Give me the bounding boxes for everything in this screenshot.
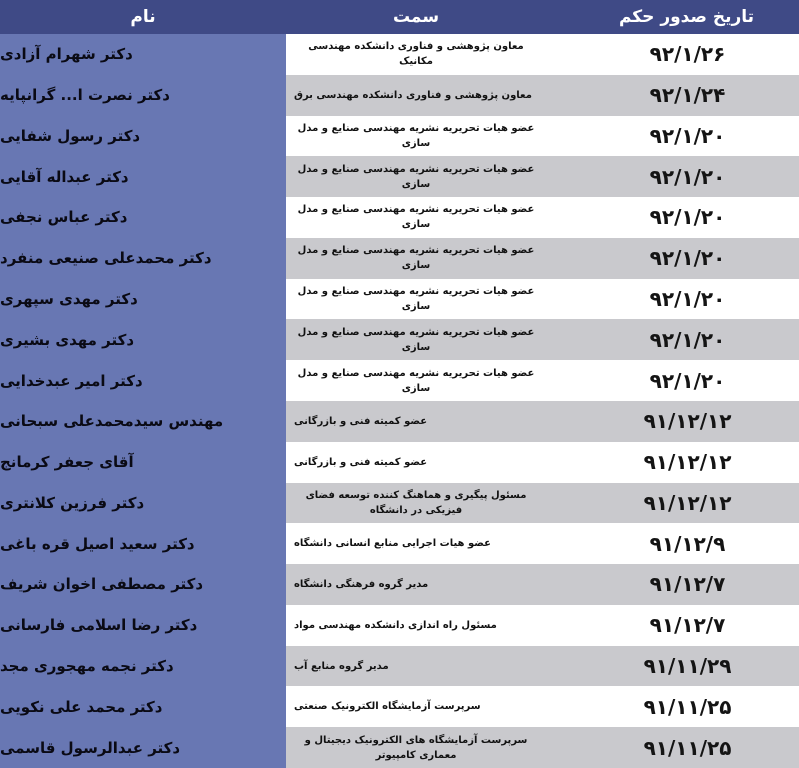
date-cell: ۹۱/۱۲/۷ [546, 564, 799, 605]
name-cell: دکتر محمدعلی صنیعی منفرد [0, 249, 212, 268]
position-cell: عضو هیات تحریریه نشریه مهندسی صنایع و مدل سازی [286, 360, 546, 401]
position-cell: مدیر گروه منابع آب [286, 646, 546, 687]
name-cell: دکتر نصرت ا... گرانپایه [0, 86, 170, 105]
date-cell: ۹۲/۱/۲۰ [546, 197, 799, 238]
position-cell: سرپرست آزمایشگاه های الکترونیک دیجیتال و معماری کامپیوتر [286, 727, 546, 768]
date-cell: ۹۱/۱۱/۲۵ [546, 727, 799, 768]
name-cell: دکتر مصطفی اخوان شریف [0, 575, 204, 594]
date-cell: ۹۱/۱۱/۲۵ [546, 686, 799, 727]
name-cell: دکتر شهرام آزادی [0, 45, 133, 64]
name-cell: دکتر فرزین کلانتری [0, 493, 145, 512]
date-cell: ۹۲/۱/۲۰ [546, 156, 799, 197]
name-cell: مهندس سیدمحمدعلی سبحانی [0, 412, 224, 431]
date-cell: ۹۱/۱۲/۱۲ [546, 442, 799, 483]
name-cell: دکتر نجمه مهجوری مجد [0, 657, 174, 676]
name-cell: دکتر مهدی بشیری [0, 330, 135, 349]
date-cell: ۹۲/۱/۲۰ [546, 238, 799, 279]
name-cell: دکتر امیر عبدخدایی [0, 371, 143, 390]
date-cell: ۹۱/۱۲/۹ [546, 523, 799, 564]
position-cell: عضو هیات تحریریه نشریه مهندسی صنایع و مدل سازی [286, 319, 546, 360]
date-cell: ۹۲/۱/۲۶ [546, 34, 799, 75]
name-cell: دکتر عبداله آقایی [0, 167, 129, 186]
position-cell: عضو هیات تحریریه نشریه مهندسی صنایع و مدل سازی [286, 156, 546, 197]
position-cell: عضو هیات تحریریه نشریه مهندسی صنایع و مدل سازی [286, 238, 546, 279]
name-cell: دکتر عبدالرسول قاسمی [0, 738, 181, 757]
position-cell: مدیر گروه فرهنگی دانشگاه [286, 564, 546, 605]
position-cell: عضو کمیته فنی و بازرگانی [286, 442, 546, 483]
name-cell: دکتر رسول شفایی [0, 126, 141, 145]
date-cell: ۹۲/۱/۲۴ [546, 75, 799, 116]
name-cell: دکتر محمد علی نکویی [0, 697, 163, 716]
position-cell: مسئول راه اندازی دانشکده مهندسی مواد [286, 605, 546, 646]
date-column [546, 34, 799, 768]
header-position: سمت [392, 7, 440, 27]
date-cell: ۹۲/۱/۲۰ [546, 279, 799, 320]
name-column [0, 34, 286, 768]
name-cell: دکتر مهدی سپهری [0, 290, 138, 309]
position-cell: عضو هیات تحریریه نشریه مهندسی صنایع و مدل سازی [286, 279, 546, 320]
name-cell: دکتر رضا اسلامی فارسانی [0, 616, 198, 635]
position-cell: معاون پژوهشی و فناوری دانشکده مهندسی مکانیک [286, 34, 546, 75]
date-cell: ۹۲/۱/۲۰ [546, 116, 799, 157]
date-cell: ۹۱/۱۲/۱۲ [546, 401, 799, 442]
position-cell: عضو هیات تحریریه نشریه مهندسی صنایع و مدل سازی [286, 116, 546, 157]
name-cell: آقای جعفر کرمانج [0, 453, 134, 472]
position-cell: عضو کمیته فنی و بازرگانی [286, 401, 546, 442]
date-cell: ۹۱/۱۱/۲۹ [546, 646, 799, 687]
position-cell: عضو هیات اجرایی منابع انسانی دانشگاه [286, 523, 546, 564]
name-cell: دکتر عباس نجفی [0, 208, 128, 227]
position-cell: مسئول پیگیری و هماهنگ کننده توسعه فضای فیزیکی در دانشگاه [286, 483, 546, 524]
date-cell: ۹۲/۱/۲۰ [546, 360, 799, 401]
date-cell: ۹۱/۱۲/۷ [546, 605, 799, 646]
position-column [286, 34, 546, 768]
date-cell: ۹۲/۱/۲۰ [546, 319, 799, 360]
table-header [0, 0, 799, 34]
position-cell: معاون پژوهشی و فناوری دانشکده مهندسی برق [286, 75, 546, 116]
name-cell: دکتر سعید اصیل قره باغی [0, 534, 195, 553]
header-date: تاریخ صدور حکم [618, 7, 755, 27]
header-name: نام [130, 7, 156, 27]
position-cell: سرپرست آزمایشگاه الکترونیک صنعتی [286, 686, 546, 727]
position-cell: عضو هیات تحریریه نشریه مهندسی صنایع و مدل سازی [286, 197, 546, 238]
date-cell: ۹۱/۱۲/۱۲ [546, 483, 799, 524]
